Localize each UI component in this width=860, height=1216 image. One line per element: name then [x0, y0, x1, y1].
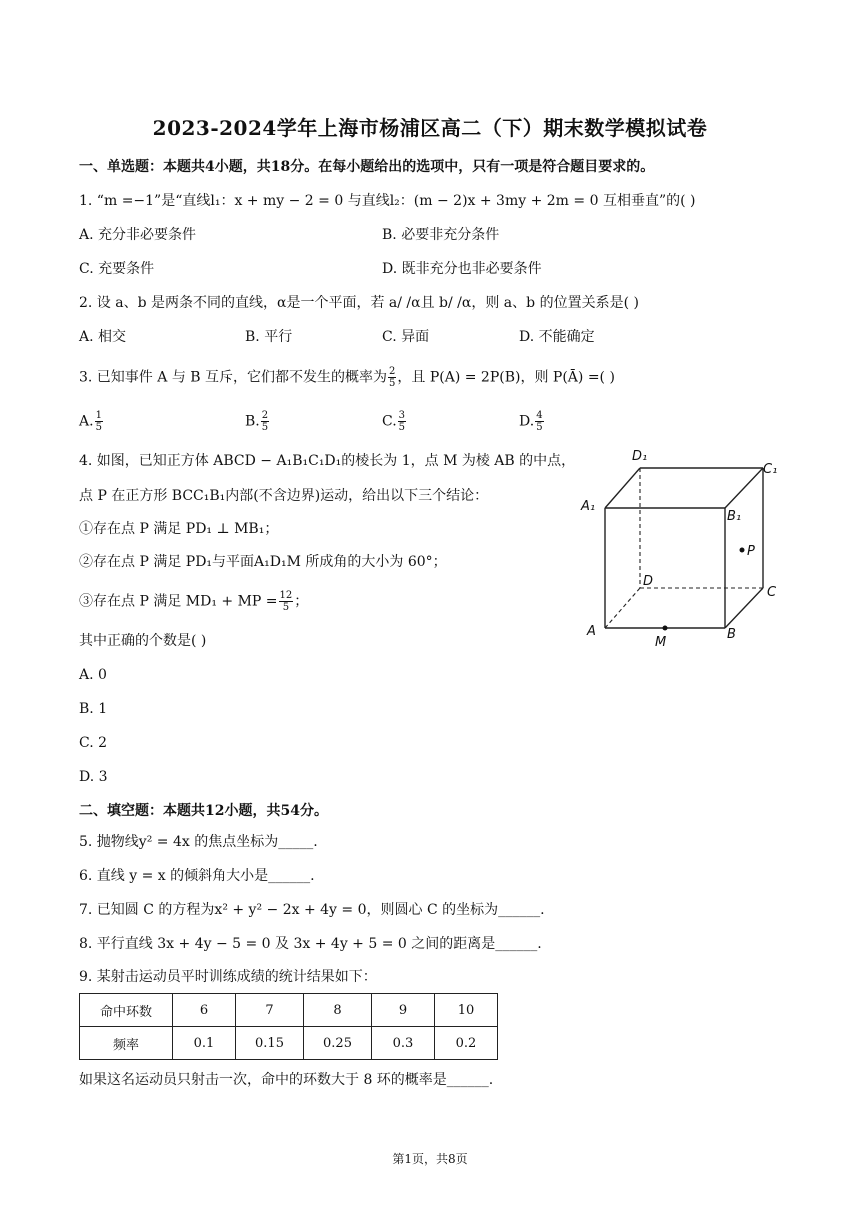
- table-cell: 9: [372, 994, 435, 1027]
- q3-option-b-den: 5: [261, 422, 269, 433]
- q3-option-b-label: B.: [245, 413, 260, 430]
- table-cell: 0.2: [435, 1027, 498, 1060]
- q4-option-a: A. 0: [79, 667, 107, 683]
- label-c1: C₁: [763, 462, 778, 477]
- question-9: 9. 某射击运动员平时训练成绩的统计结果如下：: [79, 969, 377, 985]
- label-a: A: [587, 624, 596, 639]
- table-cell: 10: [435, 994, 498, 1027]
- section-heading-2: 二、填空题：本题共12小题，共54分。: [79, 803, 328, 819]
- question-3: [79, 366, 615, 389]
- q4-option-b: B. 1: [79, 701, 108, 717]
- table-cell: 0.1: [173, 1027, 236, 1060]
- edge-a1-d1: [605, 468, 640, 508]
- q3-option-b: [245, 410, 270, 433]
- table-cell: 0.15: [236, 1027, 304, 1060]
- page-footer: 第1页，共8页: [392, 1152, 468, 1166]
- question-8: 8. 平行直线 3x + 4y − 5 = 0 及 3x + 4y + 5 = 0 之间的距离是______.: [79, 936, 542, 952]
- table-cell: 6: [173, 994, 236, 1027]
- q3-fraction-den: 5: [389, 378, 396, 389]
- label-p: P: [747, 544, 755, 559]
- question-1: 1. “m =−1”是“直线l₁：x + my − 2 = 0 与直线l₂：(m − 2)x + 3my + 2m = 0 互相垂直”的( ): [79, 193, 696, 209]
- q4-c3-num: 12: [279, 590, 293, 601]
- q3-option-d-label: D.: [519, 413, 535, 430]
- q4-question: 其中正确的个数是( ): [79, 633, 207, 649]
- q4-c3-end: ；: [294, 593, 309, 610]
- table-header-cell: 频率: [80, 1027, 173, 1060]
- q2-option-a: A. 相交: [79, 329, 127, 345]
- q4-option-d: D. 3: [79, 769, 108, 785]
- q3-option-d-num: 4: [536, 410, 543, 421]
- table-header-cell: 命中环数: [80, 994, 173, 1027]
- label-a1: A₁: [581, 499, 596, 514]
- page-title: 2023-2024学年上海市杨浦区高二（下）期末数学模拟试卷: [152, 116, 708, 140]
- section-heading-1: 一、单选题：本题共4小题，共18分。在每小题给出的选项中，只有一项是符合题目要求的。: [79, 159, 655, 175]
- q3-option-c: [382, 410, 407, 433]
- q4-conclusion-3: [79, 590, 308, 613]
- label-d1: D₁: [632, 449, 648, 464]
- q3-fraction-num: 2: [389, 366, 396, 377]
- q3-option-c-num: 3: [398, 410, 406, 421]
- label-m: M: [655, 635, 667, 650]
- question-2: 2. 设 a、b 是两条不同的直线，α是一个平面，若 a/ /α且 b/ /α，则 a、b 的位置关系是( ): [79, 295, 639, 311]
- table-cell: 7: [236, 994, 304, 1027]
- q1-option-a: A. 充分非必要条件: [79, 227, 197, 243]
- q3-option-a-num: 1: [95, 410, 102, 421]
- q4-conclusion-1: ①存在点 P 满足 PD₁ ⊥ MB₁；: [79, 521, 279, 537]
- q2-option-c: C. 异面: [382, 329, 430, 345]
- edge-b-c: [725, 588, 763, 628]
- question-6: 6. 直线 y = x 的倾斜角大小是______.: [79, 868, 315, 884]
- edge-b1-c1: [725, 468, 763, 508]
- q3-fraction: [388, 366, 396, 389]
- point-m: [663, 626, 668, 631]
- question-7: 7. 已知圆 C 的方程为x² + y² − 2x + 4y = 0，则圆心 C 的坐标为______.: [79, 902, 545, 918]
- label-b1: B₁: [727, 509, 742, 524]
- table-row: [80, 994, 498, 1027]
- q9-question: 如果这名运动员只射击一次，命中的环数大于 8 环的概率是______.: [79, 1072, 494, 1088]
- q4-conclusion-2: ②存在点 P 满足 PD₁与平面A₁D₁M 所成角的大小为 60°；: [79, 554, 447, 570]
- q3-option-b-num: 2: [261, 410, 269, 421]
- q4-option-c: C. 2: [79, 735, 108, 751]
- q3-option-d-den: 5: [536, 422, 543, 433]
- label-c: C: [767, 585, 777, 600]
- cube-figure: [575, 440, 815, 655]
- table-row: [80, 1027, 498, 1060]
- point-p: [740, 548, 745, 553]
- edge-a-d: [605, 588, 640, 628]
- label-d: D: [643, 574, 654, 589]
- q3-option-a-den: 5: [95, 422, 102, 433]
- q2-option-b: B. 平行: [245, 329, 293, 345]
- q4-c3-text: ③存在点 P 满足 MD₁ + MP =: [79, 593, 278, 610]
- q3-option-d: [519, 410, 545, 433]
- q1-option-c: C. 充要条件: [79, 261, 155, 277]
- q2-option-d: D. 不能确定: [519, 329, 595, 345]
- table-cell: 8: [304, 994, 372, 1027]
- q3-option-a: [79, 410, 104, 433]
- q1-option-b: B. 必要非充分条件: [382, 227, 500, 243]
- score-table: [79, 993, 498, 1060]
- table-cell: 0.3: [372, 1027, 435, 1060]
- q3-option-c-den: 5: [398, 422, 406, 433]
- question-4-line-2: 点 P 在正方形 BCC₁B₁内部(不含边界)运动，给出以下三个结论：: [79, 488, 489, 504]
- q3-option-c-label: C.: [382, 413, 397, 430]
- table-cell: 0.25: [304, 1027, 372, 1060]
- q3-text-start: 3. 已知事件 A 与 B 互斥，它们都不发生的概率为: [79, 369, 388, 386]
- q1-option-d: D. 既非充分也非必要条件: [382, 261, 542, 277]
- question-5: 5. 抛物线y² = 4x 的焦点坐标为_____.: [79, 834, 318, 850]
- question-4-line-1: 4. 如图，已知正方体 ABCD − A₁B₁C₁D₁的棱长为 1，点 M 为棱 AB 的中点，: [79, 453, 576, 469]
- q4-c3-den: 5: [282, 602, 290, 613]
- q3-text-end: ，且 P(A) = 2P(B)，则 P(Ā) =( ): [397, 369, 615, 386]
- label-b: B: [727, 627, 736, 642]
- q3-option-a-label: A.: [79, 413, 94, 430]
